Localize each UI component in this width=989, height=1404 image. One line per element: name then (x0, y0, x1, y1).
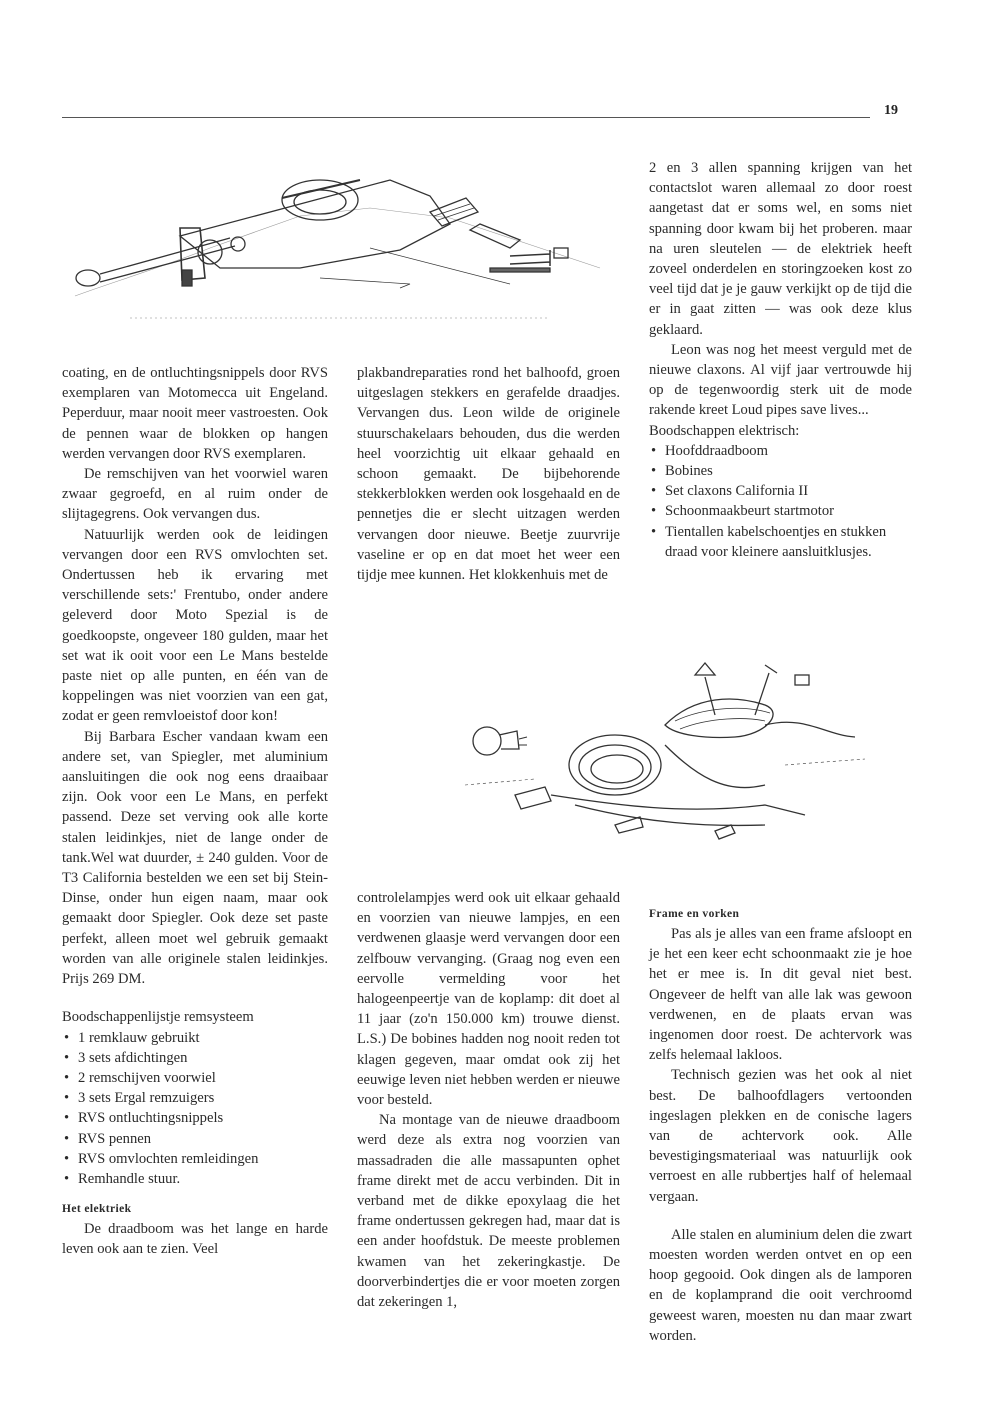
section-heading: Frame en vorken (649, 908, 740, 920)
column-3 (649, 158, 912, 562)
brake-parts-illustration (70, 168, 610, 328)
column-2 (357, 363, 620, 585)
list-item: • RVS ontluchtingsnippels (62, 1108, 328, 1128)
list-title: Boodschappenlijstje remsysteem (62, 1009, 254, 1026)
paragraph: plakbandreparaties rond het balhoofd, groen uitgeslagen stekkers en gerafelde draadjes. Vervangen dus. Leon wilde de originele stuurschakelaars behouden, dus die werden heel voorzichtig uit elkaar gehaald en schoon gemaakt. De bijbehorende stekkerblokken werden ook losgehaald en de pennetjes die er slecht uitzagen werden vervangen door nieuwe. Beetje zuurvrije vaseline er op en dat moet het weer een tijdje mee kunnen. Het klokkenhuis met de (357, 365, 620, 584)
list-item: • Bobines (649, 461, 912, 481)
paragraph: controlelampjes werd ook uit elkaar gehaald en voorzien van nieuwe lampjes, en een verdwenen glaasje werd vervangen door een zelfbouw vervanging. (Graag nog even een eervolle vermelding voor het halogeenpeertje van de koplamp: dit doet al 11 jaar (zo'n 150.000 km) trouwe dienst. L.S.) De bobines hadden nog nooit reden tot klagen gegeven, maar omdat ook zij het eeuwige leven niet hebben werden er nieuwe voor besteld. (357, 890, 620, 1109)
list-item: • Set claxons California II (649, 481, 912, 501)
list-item: • 3 sets afdichtingen (62, 1048, 328, 1068)
brake-shopping-list (62, 1028, 328, 1190)
paragraph: Bij Barbara Escher vandaan kwam een andere set, van Spiegler, met aluminium aansluitingen die ook nog eens draaibaar zijn. Ook voor een Le Mans, en perfekt passend. Deze set verving ook alle korte stalen leidinkjes, niet de lange onder de tank.Wel wat duurder, ± 240 gulden. Voor de T3 California bestelden we een set bij Stein-Dinse, onder hun eigen naam, maar ook gemaakt door Spiegler. Ook deze set paste perfekt, alleen moet wel gebruik gemaakt worden van alle originele stalen leidinkjes. Prijs 269 DM. (62, 728, 328, 988)
list-title: Boodschappen elektrisch: (649, 422, 800, 439)
page-number: 19 (884, 103, 898, 118)
column-2-lower (357, 888, 620, 1312)
electric-shopping-list (649, 441, 912, 562)
wiring-harness-illustration (465, 655, 870, 845)
paragraph: Na montage van de nieuwe draadboom werd deze als extra nog voorzien van massadraden die alle massapunten ophet frame direkt met de accu verbinden. Dit in verband met de dikke epoxylaag die het frame ondertussen gekregen had, maar dat is een ander hoofdstuk. De meeste problemen kwamen van het zekeringkastje. De doorverbindertjes die er voor moeten zorgen dat zekeringen 1, (357, 1112, 620, 1311)
paragraph: Leon was nog het meest verguld met de nieuwe claxons. Al vijf jaar vertrouwde hij op de tegenwoordig sterk uit de mode rakende kreet Loud pipes save lives... (649, 341, 912, 419)
paragraph: 2 en 3 allen spanning krijgen van het contactslot waren allemaal zo door roest aangetast dat er soms wel, en soms niet spanning door kwam bij het proberen. maar na uren sleutelen — de elektriek heeft zoveel onderdelen en storingzoeken kost zo veel tijd dat je je gauw verkijkt op de tijd die er in gaat zitten — was ook deze klus geklaard. (649, 160, 912, 338)
paragraph: coating, en de ontluchtingsnippels door RVS exemplaren van Motomecca uit Engeland. Peperduur, maar nooit meer vastroesten. Ook de pennen waar de blokken op hangen werden vervangen door RVS exemplaren. (62, 365, 328, 462)
list-item: • RVS omvlochten remleidingen (62, 1149, 328, 1169)
list-item: • 1 remklauw gebruikt (62, 1028, 328, 1048)
list-item: • Tientallen kabelschoentjes en stukken draad voor kleinere aansluitklusjes. (649, 522, 912, 562)
list-item: • 2 remschijven voorwiel (62, 1068, 328, 1088)
list-item: • Schoonmaakbeurt startmotor (649, 501, 912, 521)
list-item: • Remhandle stuur. (62, 1169, 328, 1189)
paragraph: Pas als je alles van een frame afsloopt en je het een keer echt schoonmaakt zie je hoe het er mee is. In dit geval niet best. Ongeveer de helft van alle lak was gewoon verdwenen, en de plaats ervan was ingenomen door roest. De achtervork was zelfs helemaal lakloos. (649, 926, 912, 1064)
paragraph: Technisch gezien was het ook al niet best. De balhoofdlagers vertoonden ingeslagen plekken en de conische lagers van de achtervork ook. Alle bevestigingsmateriaal was natuurlijk ook verroest en alle rubbertjes half of helemaal vergaan. (649, 1067, 912, 1205)
list-item: • RVS pennen (62, 1129, 328, 1149)
section-heading: Het elektriek (62, 1203, 132, 1216)
list-item: • 3 sets Ergal remzuigers (62, 1088, 328, 1108)
header-rule (62, 117, 870, 118)
list-item: • Hoofddraadboom (649, 441, 912, 461)
paragraph: Alle stalen en aluminium delen die zwart moesten worden werden ontvet en op een hoop gegooid. Ook dingen als de lamporen en de koplamprand die ooit verchroomd geweest waren, moesten nu dan maar zwart worden. (649, 1226, 912, 1344)
paragraph: De draadboom was het lange en harde leven ook aan te zien. Veel (62, 1221, 328, 1258)
column-1 (62, 363, 328, 1260)
paragraph: De remschijven van het voorwiel waren zwaar gegroefd, en al ruim onder de slijtagegrens. Ook vervangen dus. (62, 466, 328, 523)
paragraph: Natuurlijk werden ook de leidingen vervangen door een RVS omvlochten set. Ondertussen heb ik ervaring met verschillende sets:' Frentubo, onder andere geleverd door Moto Spezial is de goedkoopste, ongeveer 180 gulden, maar het set wat ik ooit voor een Le Mans bestelde paste niet op alle punten, en één van de koppelingen was niet voorzien van een gat, zodat er geen remvloeistof door kon! (62, 526, 328, 725)
column-3-lower (649, 904, 912, 1346)
